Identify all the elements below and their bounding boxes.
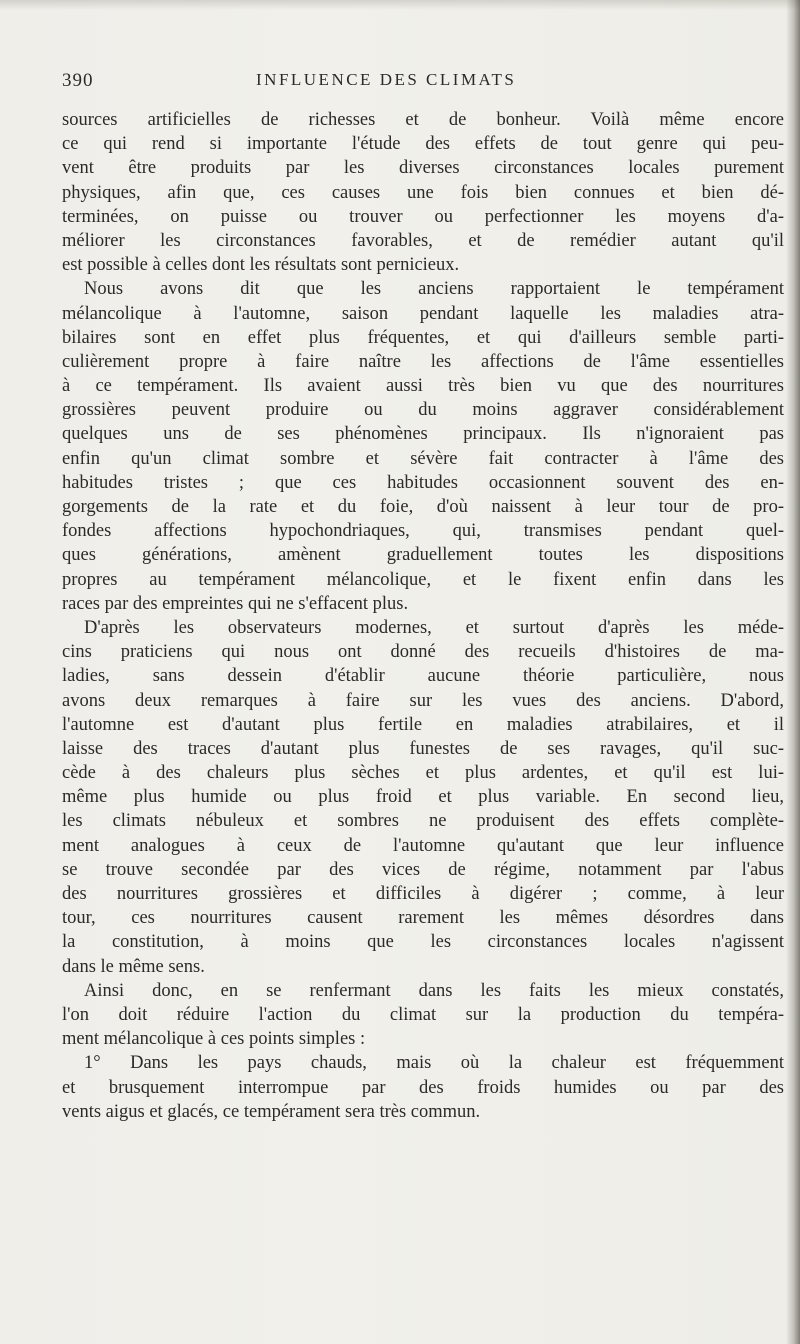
- text-line: l'automne est d'autant plus fertile en maladies atrabilaires, et il: [62, 714, 784, 735]
- text-line: ladies, sans dessein d'établir aucune théorie particulière, nous: [62, 666, 784, 687]
- page-top-edge: [0, 0, 800, 10]
- text-line: méliorer les circonstances favorables, et de remédier autant qu'il: [62, 230, 784, 251]
- text-line: races par des empreintes qui ne s'effacent plus.: [62, 593, 409, 614]
- text-line: se trouve secondée par des vices de régime, notamment par l'abus: [62, 859, 784, 880]
- text-line: sources artificielles de richesses et de bonheur. Voilà même encore: [62, 110, 784, 130]
- page-binding-shadow: [786, 0, 800, 1344]
- text-line: même plus humide ou plus froid et plus variable. En second lieu,: [62, 787, 784, 808]
- text-line: gorgements de la rate et du foie, d'où naissent à leur tour de pro-: [62, 497, 784, 517]
- text-line: D'après les observateurs modernes, et surtout d'après les méde-: [84, 617, 784, 638]
- text-line: 1° Dans les pays chauds, mais où la chaleur est fréquemment: [84, 1053, 784, 1074]
- text-line: mélancolique à l'automne, saison pendant laquelle les maladies atra-: [62, 303, 784, 324]
- text-line: cins praticiens qui nous ont donné des recueils d'histoires de ma-: [62, 642, 784, 663]
- text-line: les climats nébuleux et sombres ne produisent des effets complète-: [62, 811, 784, 832]
- text-line: Nous avons dit que les anciens rapportaient le tempérament: [84, 279, 784, 300]
- text-line: fondes affections hypochondriaques, qui, transmises pendant quel-: [62, 521, 784, 542]
- text-line: l'on doit réduire l'action du climat sur la production du tempéra-: [62, 1004, 784, 1025]
- text-line: à ce tempérament. Ils avaient aussi très bien vu que des nourritures: [62, 376, 784, 397]
- text-line: cède à des chaleurs plus sèches et plus ardentes, et qu'il est lui-: [62, 763, 784, 784]
- text-line: ques générations, amènent graduellement toutes les dispositions: [62, 545, 784, 566]
- text-line: et brusquement interrompue par des froids humides ou par des: [62, 1077, 784, 1098]
- running-title: INFLUENCE DES CLIMATS: [256, 70, 517, 89]
- text-line: habitudes tristes ; que ces habitudes occasionnent souvent des en-: [62, 472, 784, 493]
- text-line: ce qui rend si importante l'étude des effets de tout genre qui peu-: [62, 134, 784, 155]
- text-line: dans le même sens.: [62, 956, 205, 977]
- text-line: ment mélancolique à ces points simples :: [62, 1029, 366, 1050]
- text-line: bilaires sont en effet plus fréquentes, et qui d'ailleurs semble parti-: [62, 327, 784, 348]
- text-line: culièrement propre à faire naître les affections de l'âme essentielles: [62, 351, 784, 372]
- text-line: des nourritures grossières et difficiles à digérer ; comme, à leur: [62, 884, 784, 904]
- text-line: tour, ces nourritures causent rarement les mêmes désordres dans: [62, 908, 784, 929]
- body-text: [62, 108, 784, 1124]
- text-line: vents aigus et glacés, ce tempérament sera très commun.: [62, 1101, 481, 1122]
- text-line: vent être produits par les diverses circonstances locales purement: [62, 158, 784, 179]
- running-head: [62, 70, 782, 96]
- text-line: enfin qu'un climat sombre et sévère fait contracter à l'âme des: [62, 448, 784, 469]
- text-line: quelques uns de ses phénomènes principaux. Ils n'ignoraient pas: [62, 424, 784, 445]
- text-line: propres au tempérament mélancolique, et le fixent enfin dans les: [62, 569, 784, 590]
- text-line: Ainsi donc, en se renfermant dans les faits les mieux constatés,: [84, 980, 784, 1001]
- text-line: est possible à celles dont les résultats sont pernicieux.: [62, 255, 460, 276]
- page-number: 390: [62, 70, 94, 91]
- text-line: physiques, afin que, ces causes une fois bien connues et bien dé-: [62, 182, 784, 203]
- text-line: ment analogues à ceux de l'automne qu'autant que leur influence: [62, 835, 784, 856]
- text-line: la constitution, à moins que les circonstances locales n'agissent: [62, 932, 784, 953]
- text-line: avons deux remarques à faire sur les vues des anciens. D'abord,: [62, 690, 784, 711]
- text-line: laisse des traces d'autant plus funestes de ses ravages, qu'il suc-: [62, 738, 784, 759]
- text-line: terminées, on puisse ou trouver ou perfectionner les moyens d'a-: [62, 206, 784, 227]
- text-line: grossières peuvent produire ou du moins aggraver considérablement: [62, 400, 784, 421]
